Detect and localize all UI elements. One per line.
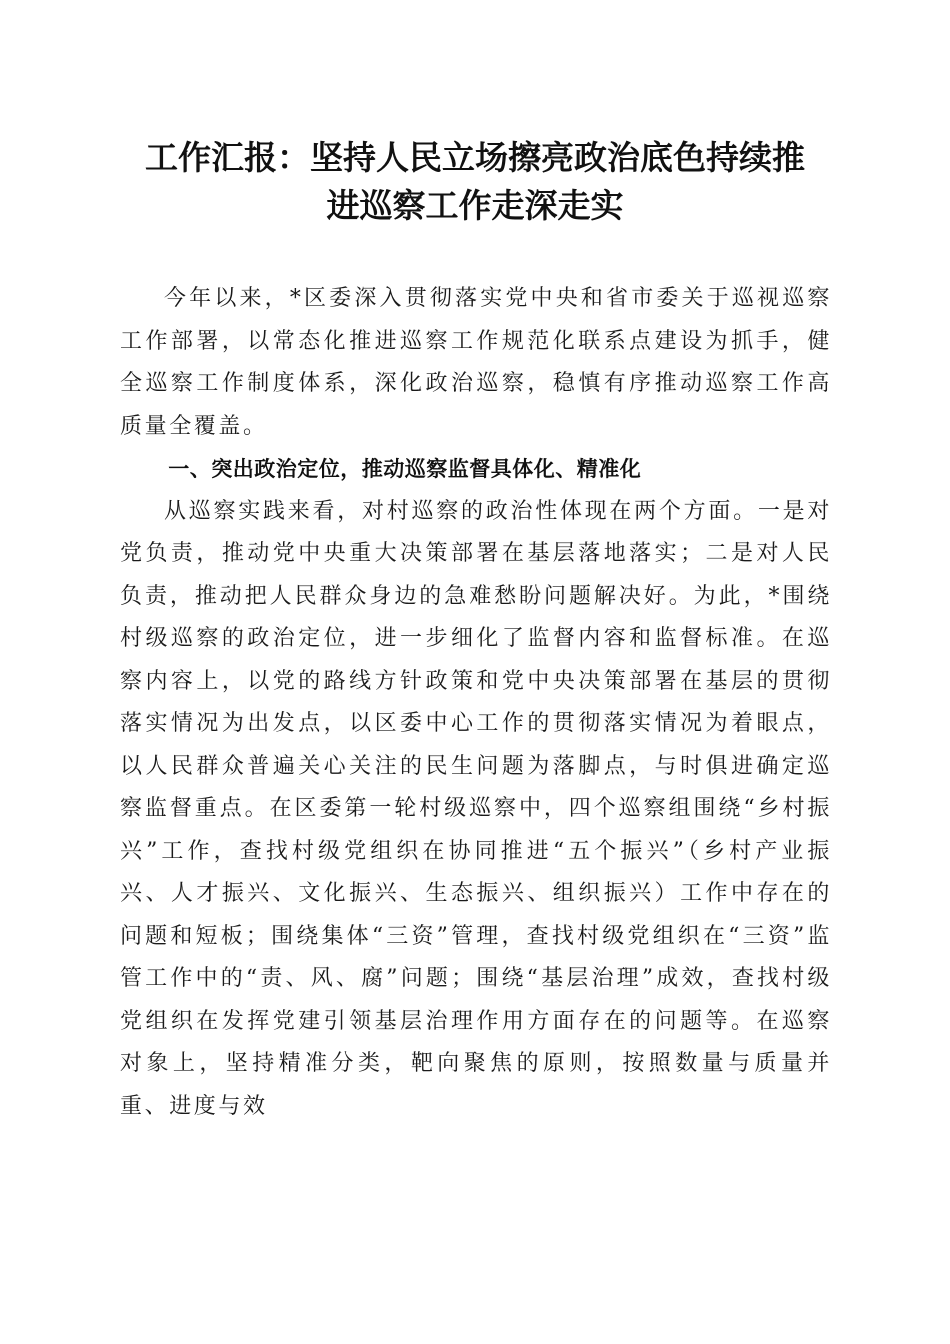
title-line-1: 工作汇报：坚持人民立场擦亮政治底色持续推 — [145, 138, 805, 177]
document-title — [110, 134, 840, 230]
document-body — [120, 278, 832, 1128]
title-line-2: 进巡察工作走深走实 — [326, 186, 624, 225]
section-1-paragraph: 从巡察实践来看，对村巡察的政治性体现在两个方面。一是对党负责，推动党中央重大决策部署在基层落地落实；二是对人民负责，推动把人民群众身边的急难愁盼问题解决好。为此，*围绕村级巡察的政治定位，进一步细化了监督内容和监督标准。在巡察内容上，以党的路线方针政策和党中央决策部署在基层的贯彻落实情况为出发点，以区委中心工作的贯彻落实情况为着眼点，以人民群众普遍关心关注的民生问题为落脚点，与时俱进确定巡察监督重点。在区委第一轮村级巡察中，四个巡察组围绕“乡村振兴”工作，查找村级党组织在协同推进“五个振兴”（乡村产业振兴、人才振兴、文化振兴、生态振兴、组织振兴）工作中存在的问题和短板；围绕集体“三资”管理，查找村级党组织在“三资”监管工作中的“责、风、腐”问题；围绕“基层治理”成效，查找村级党组织在发挥党建引领基层治理作用方面存在的问题等。在巡察对象上，坚持精准分类，靶向聚焦的原则，按照数量与质量并重、进度与效 — [120, 498, 832, 1119]
intro-paragraph: 今年以来，*区委深入贯彻落实党中央和省市委关于巡视巡察工作部署，以常态化推进巡察工作规范化联系点建设为抓手，健全巡察工作制度体系，深化政治巡察，稳慎有序推动巡察工作高质量全覆盖。 — [120, 286, 832, 439]
section-heading-1: 一、突出政治定位，推动巡察监督具体化、精准化 — [168, 457, 642, 481]
